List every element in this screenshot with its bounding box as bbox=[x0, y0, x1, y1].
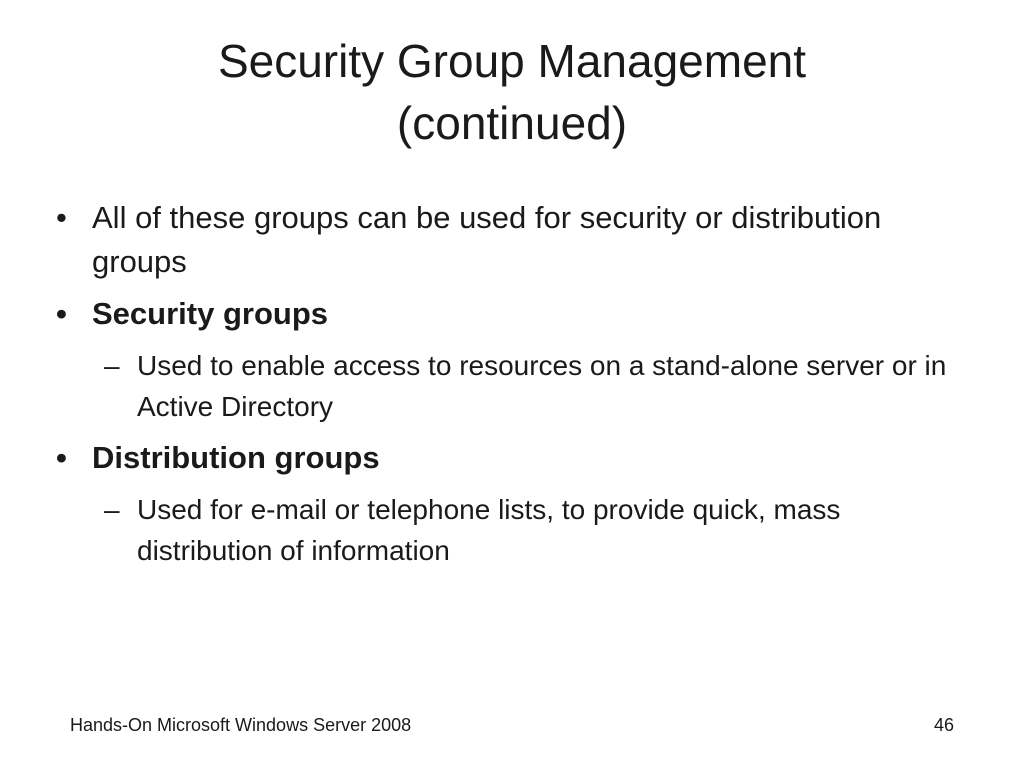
bullet-item-distribution-groups bbox=[56, 436, 956, 480]
dash-marker: – bbox=[104, 494, 120, 525]
bullet-text: Security groups bbox=[92, 296, 328, 331]
slide-title-line-1: Security Group Management bbox=[217, 35, 807, 87]
dash-marker: – bbox=[104, 350, 120, 381]
sub-bullet-distribution-groups-description bbox=[104, 489, 964, 571]
bullet-marker: • bbox=[56, 296, 67, 331]
bullet-marker: • bbox=[56, 200, 67, 235]
footer-source: Hands-On Microsoft Windows Server 2008 bbox=[70, 715, 412, 735]
sub-bullet-text: Used for e-mail or telephone lists, to provide quick, mass distribution of information bbox=[137, 494, 841, 566]
page-number: 46 bbox=[933, 715, 954, 735]
sub-bullet-text: Used to enable access to resources on a stand-alone server or in Active Directory bbox=[137, 350, 947, 422]
bullet-text: All of these groups can be used for security or distribution groups bbox=[92, 200, 882, 279]
bullet-text: Distribution groups bbox=[92, 440, 380, 475]
bullet-item-security-groups bbox=[56, 292, 956, 336]
bullet-marker: • bbox=[56, 440, 67, 475]
slide-title-line-2: (continued) bbox=[396, 97, 628, 149]
slide-title bbox=[0, 30, 1024, 154]
bullet-item-groups-usage bbox=[56, 196, 956, 284]
sub-bullet-security-groups-description bbox=[104, 345, 964, 427]
